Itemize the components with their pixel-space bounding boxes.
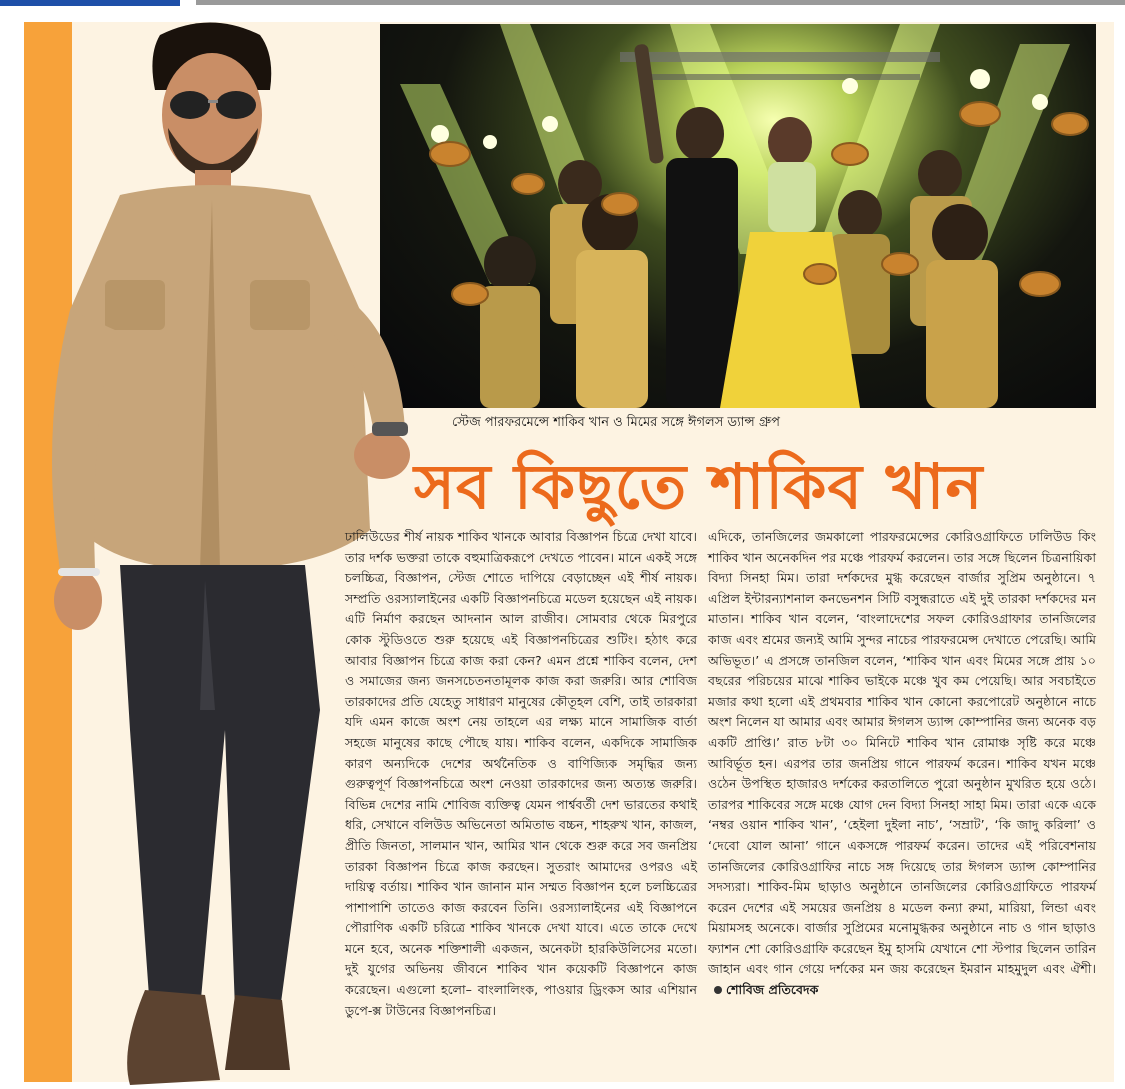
- headline: সব কিছুতে শাকিব খান: [414, 450, 984, 523]
- bullet-icon: [714, 986, 722, 994]
- photo-caption: স্টেজ পারফরমেন্সে শাকিব খান ও মিমের সঙ্গে ঈগলস ড্যান্স গ্রুপ: [452, 415, 780, 430]
- stage-photo-illustration: [380, 24, 1096, 408]
- top-rule-accent: [0, 0, 180, 6]
- column-2-text: [708, 527, 1096, 1001]
- article-column-2: [708, 527, 1096, 1001]
- article-column-1: [345, 527, 697, 1021]
- top-rule: [0, 0, 1125, 6]
- stage-photo: [380, 24, 1096, 408]
- column-2-body: এদিকে, তানজিলের জমকালো পারফরমেন্সের কোরিওগ্রাফিতে ঢালিউড কিং শাকিব খান অনেকদিন পর মঞ্চে পারফর্ম করলেন। তার সঙ্গে ছিলেন চিত্রনায়িকা বিদ্যা সিনহা মিম। তারা দর্শকদের মুগ্ধ করেছেন বার্জার সুপ্রিম অনুষ্ঠানে। ৭ এপ্রিল ইন্টারন্যাশনাল কনভেনশন সিটি বসুন্ধরাতে এই দুই তারকা দর্শকদের মন মাতান। শাকিব খান বলেন, ‘বাংলাদেশের সফল কোরিওগ্রাফার তানজিলের কাজ এবং শ্রমের জন্যই আমি সুন্দর নাচের পারফরমেন্স দেখাতে পেরেছি। আমি অভিভূত।’ এ প্রসঙ্গে তানজিল বলেন, ‘শাকিব খান এবং মিমের সঙ্গে প্রায় ১০ বছরের পরিচয়ের মাঝে শাকিব ভাইকে মঞ্চে খুব কম পেয়েছি। আর সবচাইতে মজার কথা হলো এই প্রথমবার শাকিব খান কোনো করপোরেট অনুষ্ঠানে নাচে অংশ নিলেন যা আমার এবং আমার ঈগলস ড্যান্স কোম্পানির জন্য অনেক বড় একটি প্রাপ্তি।’ রাত ৮টা ৩০ মিনিটে শাকিব খান রোমাঞ্চ সৃষ্টি করে মঞ্চে আবির্ভূত হন। এরপর তার জনপ্রিয় গানে পারফর্ম করেন। শাকিব যখন মঞ্চে ওঠেন উপস্থিত হাজারও দর্শকের করতালিতে পুরো অনুষ্ঠান মুখরিত হয়ে ওঠে। তারপর শাকিবের সঙ্গে মঞ্চে যোগ দেন বিদ্যা সিনহা সাহা মিম। তারা একে একে ‘নম্বর ওয়ান শাকিব খান’, ‘হেইলা দুইলা নাচ’, ‘সম্রাট’, ‘কি জাদু করিলা’ ও ‘দেবো যোল আনা’ গানে একসঙ্গে পারফর্ম করেন। তাদের এই পরিবেশনায় তানজিলের কোরিওগ্রাফির নাচে সঙ্গ দিয়েছে তার ঈগলস ড্যান্স কোম্পানির সদস্যরা। শাকিব-মিম ছাড়াও অনুষ্ঠানে তানজিলের কোরিওগ্রাফিতে পারফর্ম করেন দেশের এই সময়ের জনপ্রিয় ৪ মডেল কন্যা রুমা, মারিয়া, লিন্ডা এবং মিয়ামসহ অনেকে। বার্জার সুপ্রিমের মনোমুগ্ধকর অনুষ্ঠানে নাচ ও গান ছাড়াও ফ্যাশন শো কোরিওগ্রাফি করেছেন ইমু হাসমি যেখানে শো স্টপার ছিলেন তারিন জাহান এবং গান গেয়ে দর্শকের মন জয় করেছেন ইমরান মাহমুদুল এবং ঐশী।: [708, 529, 1096, 977]
- column-1-text: ঢালিউডের শীর্ষ নায়ক শাকিব খানকে আবার বিজ্ঞাপন চিত্রে দেখা যাবে। তার দর্শক ভক্তরা তাকে বহুমাত্রিকরূপে দেখতে পাবেন। মানে একই সঙ্গে চলচ্চিত্র, বিজ্ঞাপন, স্টেজ শোতে দাপিয়ে বেড়াচ্ছেন এই শীর্ষ নায়ক। সম্প্রতি ওরস্যালাইনের একটি বিজ্ঞাপনচিত্রে মডেল হয়েছেন এই নায়ক। এটি নির্মাণ করছেন আদনান আল রাজীব। সোমবার থেকে মিরপুরে কোক স্টুডিওতে শুরু হয়েছে এই বিজ্ঞাপনচিত্রের শুটিং। হঠাৎ করে আবার বিজ্ঞাপন চিত্রে কাজ করা কেন? এমন প্রশ্নে শাকিব বলেন, দেশ ও সমাজের জন্য জনসচেতনতামূলক কাজ করা জরুরি। আর শোবিজ তারকাদের প্রতি যেহেতু সাধারণ মানুষের কৌতূহল বেশি, তাই তারকারা যদি এমন কাজে অংশ নেয় তাহলে এর লক্ষ্য মানে সামাজিক বার্তা সহজে মানুষের কাছে পৌছে যায়। শাকিব বলেন, একদিকে সামাজিক কারণ অন্যদিকে দেশের অর্থনৈতিক ও বাণিজ্যিক সমৃদ্ধির জন্য গুরুত্বপূর্ণ বিজ্ঞাপনচিত্রে অংশ নেওয়া তারকাদের জন্য অত্যন্ত জরুরি। বিভিন্ন দেশের নামি শোবিজ ব্যক্তিত্ব যেমন পার্শ্ববর্তী দেশ ভারতের কথাই ধরি, সেখানে বলিউড অভিনেতা অমিতাভ বচ্চন, শাহরুখ খান, কাজল, প্রীতি জিনতা, সালমান খান, আমির খান থেকে শুরু করে সব জনপ্রিয় তারকা বিজ্ঞাপন চিত্রে কাজ করছেন। সুতরাং আমাদের ওপরও এই দায়িত্ব বর্তায়। শাকিব খান জানান মান সম্মত বিজ্ঞাপন হলে চলচ্চিত্রের পাশাপাশি তাতেও কাজ করবেন তিনি। ওরস্যালাইনের এই বিজ্ঞাপনে পৌরাণিক একটি চরিত্রে শাকিব খানকে দেখা যাবে। এতে তাকে দেখে মনে হবে, অনেক শক্তিশালী একজন, অনেকটা হারকিউলিসের মতো। দুই যুগের অভিনয় জীবনে শাকিব খান কয়েকটি বিজ্ঞাপনে কাজ করেছেন। এগুলো হলো– বাংলালিংক, পাওয়ার ড্রিংকস আর এশিয়ান ডুপে-ক্স টাউনের বিজ্ঞাপনচিত্র।: [345, 529, 697, 1018]
- byline: শোবিজ প্রতিবেদক: [726, 982, 819, 998]
- top-rule-line: [196, 0, 1125, 5]
